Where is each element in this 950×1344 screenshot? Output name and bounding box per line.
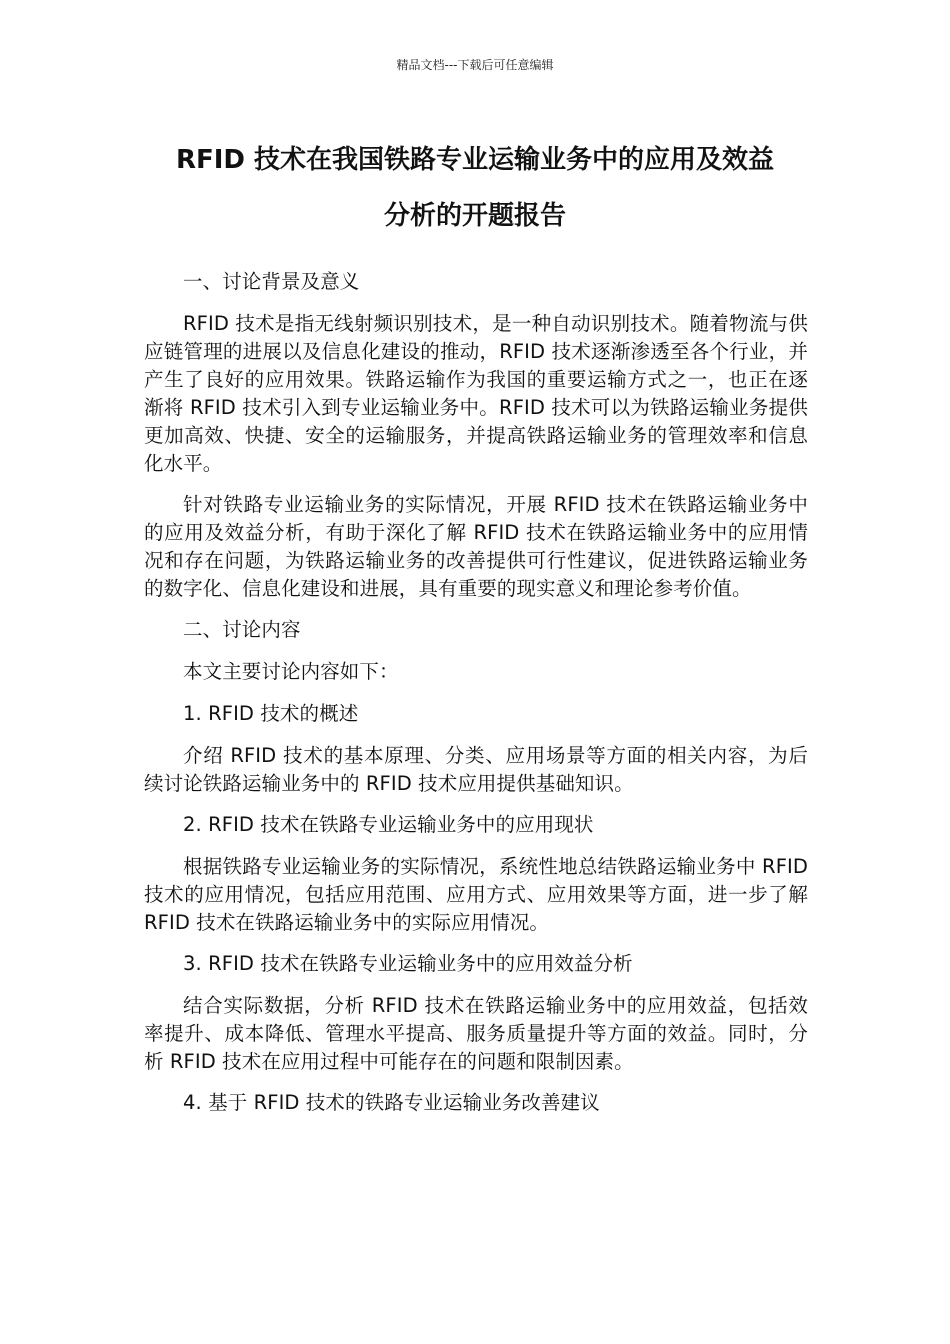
- title-line-2: 分析的开题报告: [383, 201, 566, 231]
- section-2-heading: 二、讨论内容: [183, 618, 301, 641]
- section-1-heading: 一、讨论背景及意义: [183, 270, 360, 293]
- item-2-title: 2. RFID 技术在铁路专业运输业务中的应用现状: [183, 813, 594, 836]
- item-4-title: 4. 基于 RFID 技术的铁路专业运输业务改善建议: [183, 1091, 600, 1114]
- document-body: [144, 268, 808, 1131]
- item-1-title: 1. RFID 技术的概述: [183, 702, 359, 725]
- document-title: [140, 132, 810, 244]
- item-3-title: 3. RFID 技术在铁路专业运输业务中的应用效益分析: [183, 952, 633, 975]
- item-2-text: 根据铁路专业运输业务的实际情况，系统性地总结铁路运输业务中 RFID 技术的应用情况，包括应用范围、应用方式、应用效果等方面，进一步了解 RFID 技术在铁路运输业务中的实际应用情况。: [144, 855, 808, 934]
- item-3-text: 结合实际数据，分析 RFID 技术在铁路运输业务中的应用效益，包括效率提升、成本降低、管理水平提高、服务质量提升等方面的效益。同时，分析 RFID 技术在应用过程中可能存在的问题和限制因素。: [144, 994, 808, 1073]
- section-2-intro: 本文主要讨论内容如下：: [183, 660, 399, 683]
- section-1-paragraph-2: 针对铁路专业运输业务的实际情况，开展 RFID 技术在铁路运输业务中的应用及效益分析，有助于深化了解 RFID 技术在铁路运输业务中的应用情况和存在问题，为铁路运输业务的改善提供可行性建议，促进铁路运输业务的数字化、信息化建设和进展，具有重要的现实意义和理论参考价值。: [144, 493, 808, 600]
- title-line-1: RFID 技术在我国铁路专业运输业务中的应用及效益: [175, 145, 775, 175]
- header-note: 精品文档---下载后可任意编辑: [396, 58, 554, 72]
- item-1-text: 介绍 RFID 技术的基本原理、分类、应用场景等方面的相关内容，为后续讨论铁路运输业务中的 RFID 技术应用提供基础知识。: [144, 744, 808, 795]
- section-1-paragraph-1: RFID 技术是指无线射频识别技术，是一种自动识别技术。随着物流与供应链管理的进展以及信息化建设的推动，RFID 技术逐渐渗透至各个行业，并产生了良好的应用效果。铁路运输作为我国的重要运输方式之一，也正在逐渐将 RFID 技术引入到专业运输业务中。RFID 技术可以为铁路运输业务提供更加高效、快捷、安全的运输服务，并提高铁路运输业务的管理效率和信息化水平。: [144, 312, 808, 475]
